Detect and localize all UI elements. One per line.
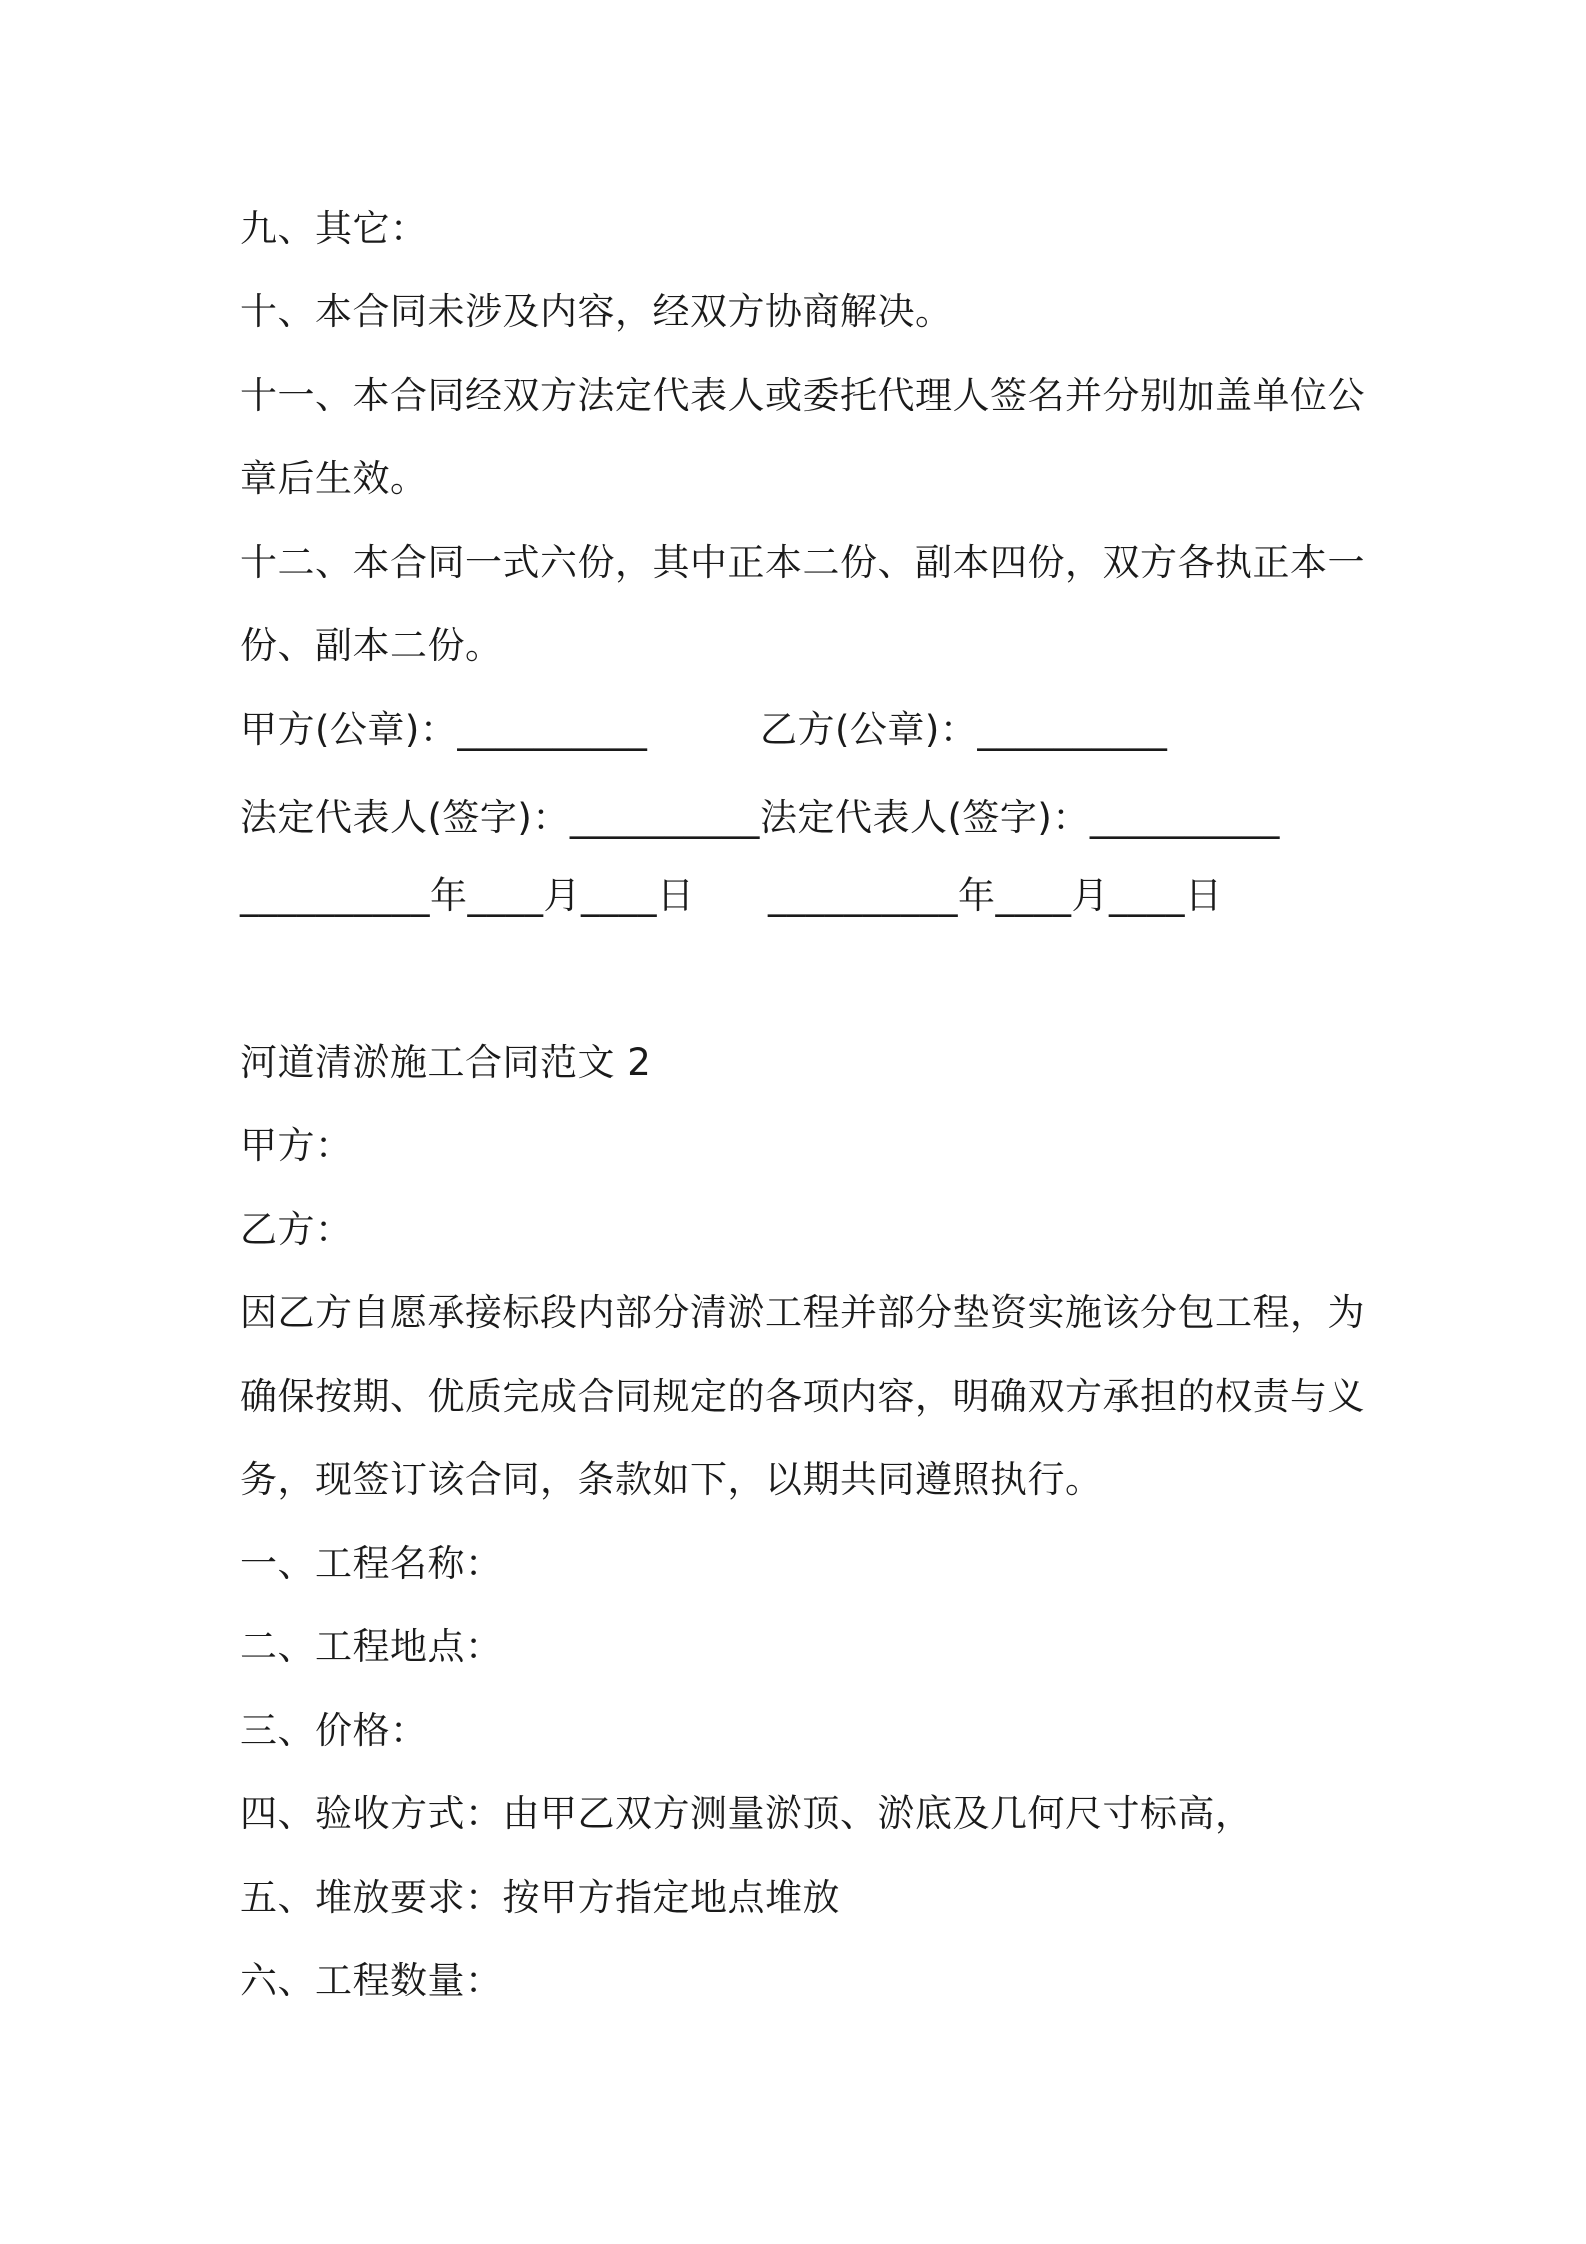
party-b-date-field: __________年____月____日 [768, 874, 1223, 917]
party-a-label: 甲方： [240, 1124, 353, 1167]
preamble-line-3: 务，现签订该合同，条款如下，以期共同遵照执行。 [240, 1458, 1103, 1501]
item-3: 三、价格： [240, 1709, 428, 1752]
clause-11-line-2: 章后生效。 [240, 457, 428, 500]
item-4: 四、验收方式：由甲乙双方测量淤顶、淤底及几何尺寸标高， [240, 1792, 1253, 1835]
item-2: 二、工程地点： [240, 1625, 503, 1668]
preamble-line-1: 因乙方自愿承接标段内部分清淤工程并部分垫资实施该分包工程，为 [240, 1291, 1365, 1334]
item-5: 五、堆放要求：按甲方指定地点堆放 [240, 1876, 840, 1919]
party-b-label: 乙方： [240, 1208, 353, 1251]
preamble-line-2: 确保按期、优质完成合同规定的各项内容，明确双方承担的权责与义 [240, 1375, 1365, 1418]
clause-12-line-1: 十二、本合同一式六份，其中正本二份、副本四份，双方各执正本一 [240, 541, 1365, 584]
party-a-date-field: __________年____月____日 [240, 874, 695, 917]
signature-seal-row [240, 708, 1360, 752]
clause-11-line-1: 十一、本合同经双方法定代表人或委托代理人签名并分别加盖单位公 [240, 374, 1365, 417]
clause-10: 十、本合同未涉及内容，经双方协商解决。 [240, 290, 953, 333]
party-b-rep-field: 法定代表人(签字)：__________ [760, 796, 1280, 839]
item-6: 六、工程数量： [240, 1959, 503, 2002]
item-1: 一、工程名称： [240, 1542, 503, 1585]
signature-date-row [240, 874, 1360, 918]
party-a-seal-field: 甲方(公章)：__________ [240, 708, 648, 751]
signature-rep-row [240, 796, 1360, 840]
section-title: 河道清淤施工合同范文 2 [240, 1041, 652, 1084]
party-b-seal-field: 乙方(公章)：__________ [760, 708, 1168, 751]
clause-12-line-2: 份、副本二份。 [240, 624, 503, 667]
party-a-rep-field: 法定代表人(签字)：__________ [240, 796, 760, 839]
clause-9: 九、其它： [240, 207, 428, 250]
